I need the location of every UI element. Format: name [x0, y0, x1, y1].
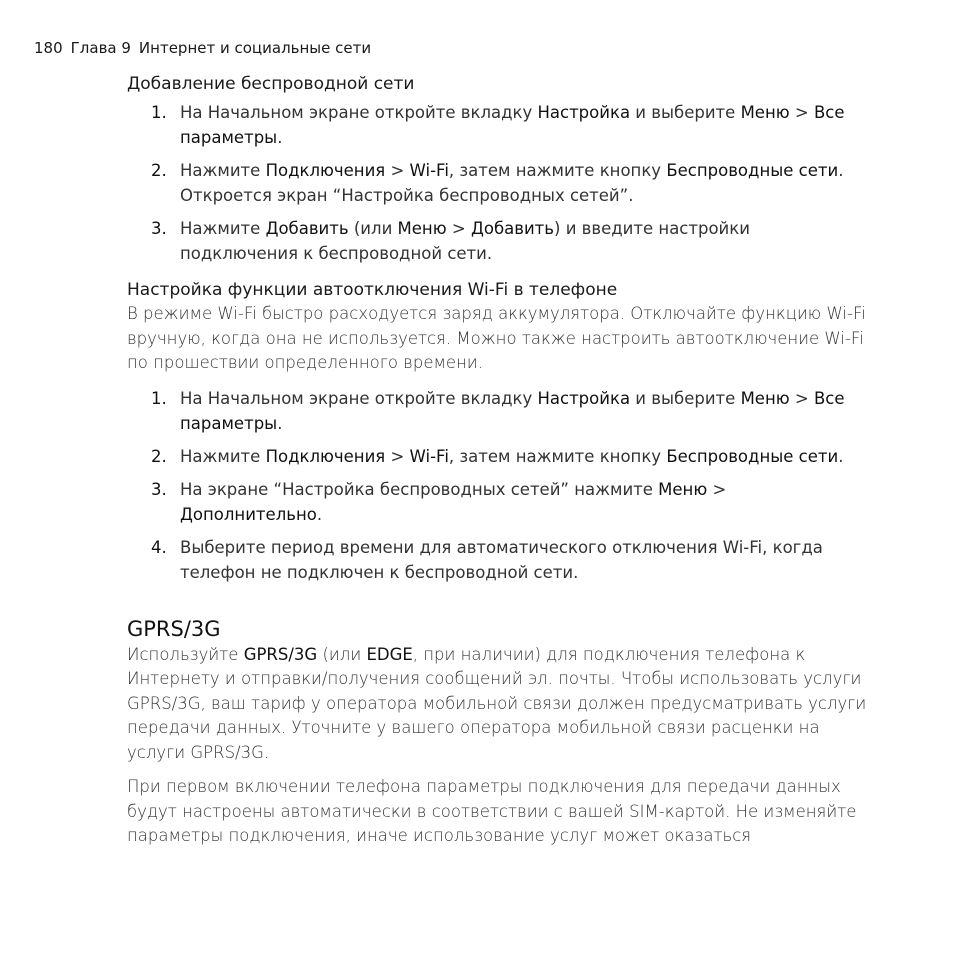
text-run: >: [385, 161, 410, 180]
text-run: , затем нажмите кнопку: [448, 161, 667, 180]
list-item: [127, 386, 872, 436]
list-item: [127, 535, 872, 585]
text-run: >: [446, 219, 471, 238]
step-text: [180, 219, 750, 263]
list-item: [127, 100, 872, 150]
ui-term: Все параметры: [180, 388, 845, 433]
step-number: 4.: [151, 537, 167, 557]
section-gprs-title: GPRS/3G: [127, 616, 221, 641]
text-run: .: [277, 413, 283, 433]
text-run: (или: [348, 219, 398, 238]
ui-term: Wi-Fi: [409, 161, 449, 180]
text-run: . Откроется экран “Настройка беспроводных сетей”.: [180, 161, 844, 205]
auto-off-steps: [127, 386, 872, 585]
step-number: 2.: [151, 161, 167, 180]
text-run: >: [789, 103, 814, 122]
step-text: [180, 103, 845, 147]
ui-term: Wi-Fi: [409, 446, 449, 466]
step-text: [180, 538, 823, 582]
ui-term: Добавить: [470, 219, 555, 238]
text-run: На Начальном экране откройте вкладку: [180, 388, 538, 408]
step-number: 3.: [151, 219, 167, 238]
text-run: На Начальном экране откройте вкладку: [180, 103, 538, 122]
text-run: и выберите: [630, 388, 741, 408]
text-run: (или: [317, 644, 367, 664]
ui-term: Подключения: [265, 446, 386, 466]
ui-term: Настройка: [537, 103, 631, 122]
step-number: 1.: [151, 388, 167, 408]
list-item: [127, 158, 872, 208]
step-text: [180, 447, 843, 466]
auto-off-intro: В режиме Wi-Fi быстро расходуется заряд аккумулятора. Отключайте функцию Wi-Fi вручную, когда она не используется. Можно также настроить автоотключение Wi-Fi по прошествии определенного времени.: [127, 304, 866, 372]
step-text: [180, 389, 845, 433]
text-run: Выберите период времени для автоматического отключения Wi-Fi, когда телефон не подключен к беспроводной сети.: [180, 537, 823, 582]
ui-term: Добавить: [265, 219, 349, 238]
ui-term: Меню: [658, 479, 708, 499]
chapter-title: Интернет и социальные сети: [138, 39, 372, 57]
list-item: [127, 444, 872, 469]
section-add-network-title: Добавление беспроводной сети: [127, 74, 415, 94]
text-run: , затем нажмите кнопку: [448, 446, 667, 466]
step-number: 2.: [151, 446, 167, 466]
step-text: [180, 480, 726, 524]
ui-term: Дополнительно: [180, 504, 317, 524]
step-number: 1.: [151, 103, 167, 122]
ui-term: Все параметры: [180, 103, 845, 147]
add-network-steps: [127, 100, 872, 266]
ui-term: Беспроводные сети: [666, 161, 839, 180]
gprs-paragraph-1: [127, 643, 872, 766]
text-run: , при наличии) для подключения телефона к Интернету и отправки/получения сообщений эл. почты. Чтобы использовать услуги GPRS/3G, ваш тариф у оператора мобильной связи должен предусматривать услуги передачи данных. Уточните у вашего оператора мобильной связи расценки на услуги GPRS/3G.: [127, 644, 867, 762]
step-text: [180, 161, 843, 205]
ui-term: Меню: [397, 219, 447, 238]
text-run: >: [707, 479, 727, 499]
ui-term: GPRS/3G: [243, 644, 318, 664]
text-run: .: [277, 128, 283, 147]
ui-term: Подключения: [265, 161, 386, 180]
text-run: Нажмите: [180, 219, 266, 238]
ui-term: EDGE: [366, 644, 413, 664]
text-run: Нажмите: [180, 446, 266, 466]
text-run: >: [385, 446, 410, 466]
running-header: [34, 39, 371, 57]
list-item: [127, 477, 872, 527]
section-auto-off-title: Настройка функции автоотключения Wi-Fi в телефоне: [127, 280, 618, 300]
text-run: ) и введите настройки подключения к беспроводной сети.: [180, 219, 750, 263]
text-run: .: [838, 446, 844, 466]
ui-term: Беспроводные сети: [666, 446, 839, 466]
text-run: Используйте: [127, 644, 244, 664]
page-number: 180: [34, 39, 63, 57]
step-number: 3.: [151, 479, 167, 499]
ui-term: Меню: [740, 103, 790, 122]
text-run: .: [316, 504, 323, 524]
ui-term: Меню: [740, 388, 790, 408]
page-content: [127, 72, 872, 849]
list-item: [127, 216, 872, 266]
text-run: >: [789, 388, 814, 408]
text-run: На экране “Настройка беспроводных сетей” нажмите: [180, 479, 659, 499]
text-run: и выберите: [630, 103, 741, 122]
text-run: Нажмите: [180, 161, 266, 180]
gprs-paragraph-2: При первом включении телефона параметры подключения для передачи данных будут настроены автоматически в соответствии с вашей SIM-картой. Не изменяйте параметры подключения, иначе использование услуг может оказаться: [127, 777, 857, 845]
chapter-label: Глава 9: [70, 39, 131, 57]
ui-term: Настройка: [537, 388, 631, 408]
